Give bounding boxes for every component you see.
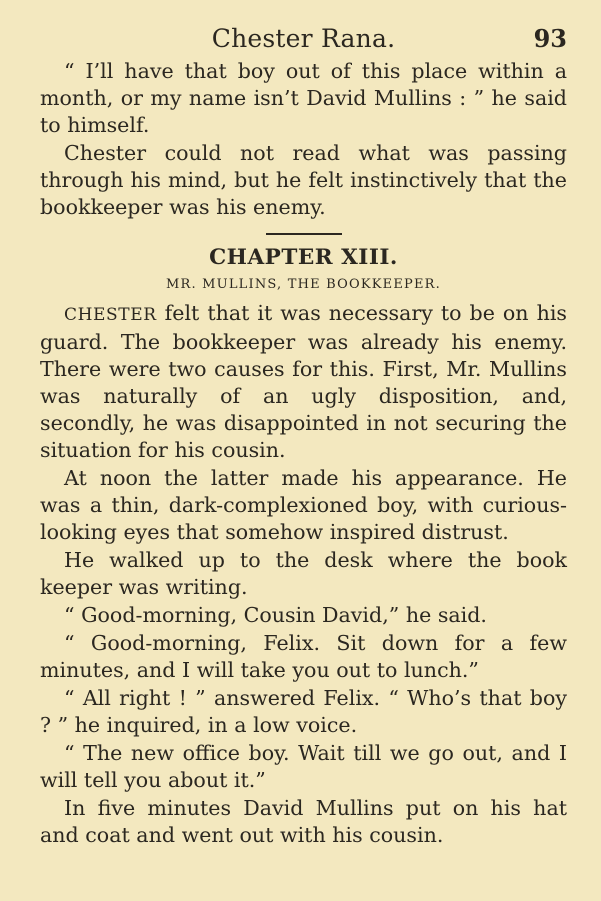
page-number: 93 [533,24,567,53]
paragraph-8: “ All right ! ” answered Felix. “ Who’s that boy ? ” he inquired, in a low voice. [40,686,567,737]
paragraph-6: “ Good-morning, Cousin David,” he said. [64,603,487,627]
paragraph-4: At noon the latter made his appearance. He was a thin, dark-complexioned boy, with curious-looking eyes that somehow inspired distrust. [40,466,567,544]
paragraph-3 [40,300,567,464]
paragraph-5: He walked up to the desk where the book keeper was writing. [40,548,567,599]
chapter-divider [266,233,342,235]
paragraph-3-leadin: CHESTER [64,305,157,325]
chapter-subtitle: MR. MULLINS, THE BOOKKEEPER. [165,277,441,292]
paragraph-3-text: felt that it was necessary to be on his guard. The bookkeeper was already his enemy. There were two causes for this. First, Mr. Mullins was naturally of an ugly disposition, and, secondly, he was disappointed in not securing the situation for his cousin. [40,301,567,462]
paragraph-10: In five minutes David Mullins put on his hat and coat and went out with his cousin. [40,796,567,847]
paragraph-7: “ Good-morning, Felix. Sit down for a few minutes, and I will take you out to lunch.” [40,631,567,682]
paragraph-2: Chester could not read what was passing through his mind, but he felt instinctively that the bookkeeper was his enemy. [40,141,567,219]
page-body [40,58,567,849]
page-header [40,20,567,58]
running-title: Chester Rana. [211,24,396,53]
chapter-title: CHAPTER XIII. [209,245,398,270]
paragraph-9: “ The new office boy. Wait till we go out, and I will tell you about it.” [40,741,567,792]
paragraph-1: “ I’ll have that boy out of this place within a month, or my name isn’t David Mullins : ” he said to himself. [40,59,567,137]
